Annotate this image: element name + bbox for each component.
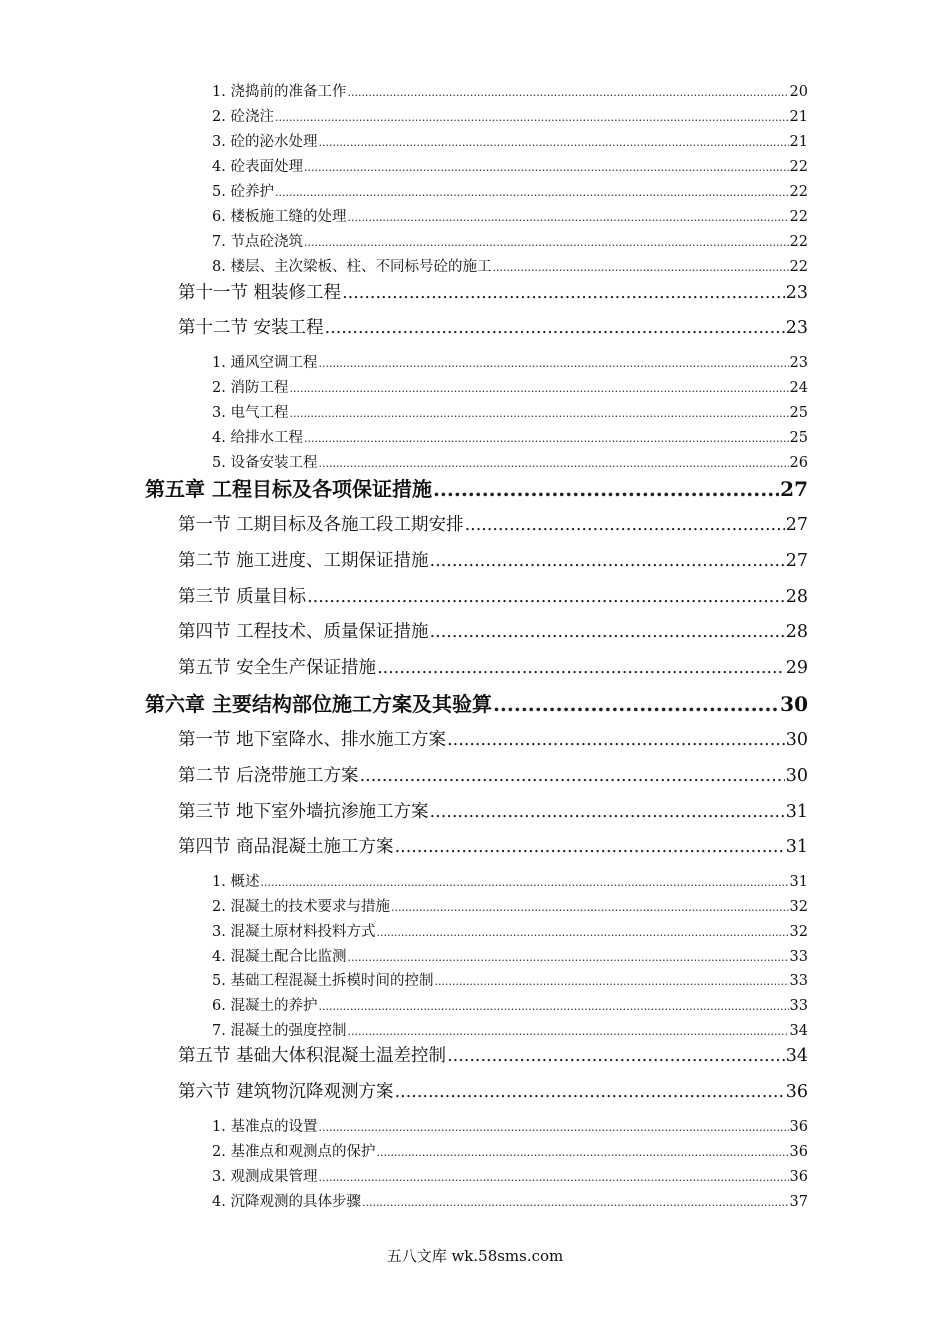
toc-leader-dots [395, 1082, 785, 1102]
toc-leader-dots [347, 211, 788, 224]
toc-entry-title: 第三节 质量目标 [178, 587, 307, 607]
toc-leader-dots [434, 975, 788, 988]
toc-leader-dots [289, 382, 788, 395]
toc-entry-subsection[interactable] [212, 994, 808, 1014]
toc-entry-subsection[interactable] [212, 426, 808, 446]
toc-entry-page: 27 [785, 515, 808, 535]
toc-entry-page: 30 [785, 730, 808, 750]
toc-leader-dots [304, 236, 789, 249]
toc-entry-page: 32 [789, 899, 808, 915]
toc-entry-title: 第一节 工期目标及各施工段工期安排 [178, 515, 464, 535]
toc-entry-subsection[interactable] [212, 895, 808, 915]
toc-entry-subsection[interactable] [212, 1115, 808, 1135]
toc-entry-page: 31 [789, 874, 808, 890]
toc-leader-dots [275, 186, 789, 199]
toc-leader-dots [325, 318, 785, 338]
toc-entry-title: 第四节 工程技术、质量保证措施 [178, 622, 429, 642]
toc-entry-subsection[interactable] [212, 969, 808, 989]
toc-entry-title: 5. 基础工程混凝土拆模时间的控制 [212, 973, 434, 989]
toc-leader-dots [347, 86, 788, 99]
toc-entry-title: 1. 概述 [212, 874, 260, 890]
toc-entry-section[interactable] [178, 511, 808, 535]
toc-entry-subsection[interactable] [212, 376, 808, 396]
toc-entry-chapter[interactable] [145, 473, 808, 501]
toc-leader-dots [347, 1025, 788, 1038]
toc-entry-subsection[interactable] [212, 351, 808, 371]
toc-entry-title: 2. 基准点和观测点的保护 [212, 1144, 376, 1160]
toc-leader-dots [395, 837, 785, 857]
toc-entry-section[interactable] [178, 833, 808, 857]
toc-leader-dots [275, 111, 789, 124]
toc-entry-page: 28 [785, 587, 808, 607]
toc-entry-title: 第十一节 粗装修工程 [178, 283, 342, 303]
toc-leader-dots [447, 1046, 785, 1066]
toc-entry-subsection[interactable] [212, 105, 808, 125]
toc-entry-page: 22 [789, 159, 808, 175]
toc-entry-page: 33 [789, 998, 808, 1014]
toc-leader-dots [304, 161, 789, 174]
toc-entry-page: 28 [785, 622, 808, 642]
toc-entry-title: 3. 观测成果管理 [212, 1169, 318, 1185]
toc-entry-subsection[interactable] [212, 920, 808, 940]
toc-entry-section[interactable] [178, 726, 808, 750]
toc-entry-page: 29 [785, 658, 808, 678]
toc-entry-title: 1. 浇捣前的准备工作 [212, 84, 347, 100]
toc-leader-dots [430, 802, 785, 822]
toc-entry-page: 30 [785, 766, 808, 786]
toc-entry-page: 32 [789, 924, 808, 940]
toc-entry-page: 34 [789, 1023, 808, 1039]
toc-leader-dots [493, 692, 779, 716]
toc-entry-chapter[interactable] [145, 688, 808, 716]
toc-entry-title: 第五节 安全生产保证措施 [178, 658, 377, 678]
toc-entry-title: 2. 混凝土的技术要求与措施 [212, 899, 390, 915]
toc-entry-subsection[interactable] [212, 945, 808, 965]
toc-entry-page: 27 [785, 551, 808, 571]
toc-entry-section[interactable] [178, 314, 808, 338]
toc-entry-title: 2. 砼浇注 [212, 109, 274, 125]
toc-entry-page: 24 [789, 380, 808, 396]
toc-entry-section[interactable] [178, 798, 808, 822]
toc-entry-subsection[interactable] [212, 870, 808, 890]
toc-entry-title: 1. 通风空调工程 [212, 355, 318, 371]
toc-leader-dots [307, 587, 785, 607]
toc-leader-dots [376, 926, 788, 939]
toc-entry-page: 23 [785, 283, 808, 303]
toc-entry-page: 36 [789, 1144, 808, 1160]
toc-leader-dots [465, 515, 785, 535]
toc-entry-subsection[interactable] [212, 180, 808, 200]
toc-entry-subsection[interactable] [212, 205, 808, 225]
toc-entry-title: 4. 沉降观测的具体步骤 [212, 1194, 361, 1210]
toc-entry-page: 20 [789, 84, 808, 100]
toc-entry-title: 第四节 商品混凝土施工方案 [178, 837, 394, 857]
toc-leader-dots [289, 407, 788, 420]
toc-entry-page: 31 [785, 837, 808, 857]
toc-entry-subsection[interactable] [212, 1019, 808, 1039]
toc-entry-page: 36 [789, 1169, 808, 1185]
toc-leader-dots [447, 730, 785, 750]
toc-entry-page: 22 [789, 184, 808, 200]
toc-leader-dots [377, 658, 785, 678]
toc-entry-page: 34 [785, 1046, 808, 1066]
toc-entry-page: 33 [789, 973, 808, 989]
toc-leader-dots [304, 432, 789, 445]
toc-leader-dots [318, 357, 788, 370]
toc-leader-dots [318, 136, 788, 149]
toc-entry-section[interactable] [178, 654, 808, 678]
toc-leader-dots [318, 1000, 788, 1013]
toc-entry-subsection[interactable] [212, 230, 808, 250]
toc-leader-dots [430, 622, 785, 642]
toc-entry-page: 36 [785, 1082, 808, 1102]
toc-entry-title: 3. 电气工程 [212, 405, 289, 421]
toc-entry-page: 31 [785, 802, 808, 822]
toc-entry-title: 6. 楼板施工缝的处理 [212, 209, 347, 225]
toc-entry-title: 3. 砼的泌水处理 [212, 134, 318, 150]
toc-leader-dots [492, 261, 788, 274]
toc-entry-subsection[interactable] [212, 155, 808, 175]
toc-entry-subsection[interactable] [212, 80, 808, 100]
toc-entry-title: 6. 混凝土的养护 [212, 998, 318, 1014]
toc-entry-page: 33 [789, 949, 808, 965]
toc-leader-dots [318, 457, 788, 470]
toc-entry-page: 37 [789, 1194, 808, 1210]
toc-entry-page: 22 [789, 259, 808, 275]
toc-entry-title: 1. 基准点的设置 [212, 1119, 318, 1135]
toc-entry-title: 第一节 地下室降水、排水施工方案 [178, 730, 447, 750]
toc-entry-subsection[interactable] [212, 451, 808, 471]
toc-leader-dots [260, 876, 788, 889]
toc-entry-title: 第三节 地下室外墙抗渗施工方案 [178, 802, 429, 822]
toc-entry-subsection[interactable] [212, 1190, 808, 1210]
toc-entry-title: 7. 混凝土的强度控制 [212, 1023, 347, 1039]
toc-entry-page: 22 [789, 209, 808, 225]
toc-entry-title: 2. 消防工程 [212, 380, 289, 396]
toc-leader-dots [430, 551, 785, 571]
toc-entry-title: 4. 混凝土配合比监测 [212, 949, 347, 965]
toc-entry-page: 23 [785, 318, 808, 338]
toc-leader-dots [391, 901, 789, 914]
toc-entry-section[interactable] [178, 1042, 808, 1066]
toc-entry-title: 第二节 后浇带施工方案 [178, 766, 359, 786]
toc-entry-title: 4. 砼表面处理 [212, 159, 303, 175]
toc-entry-title: 5. 砼养护 [212, 184, 274, 200]
toc-entry-title: 第五章 工程目标及各项保证措施 [145, 477, 432, 501]
toc-leader-dots [342, 283, 785, 303]
toc-entry-page: 25 [789, 405, 808, 421]
toc-leader-dots [347, 951, 788, 964]
toc-entry-title: 3. 混凝土原材料投料方式 [212, 924, 376, 940]
toc-entry-section[interactable] [178, 279, 808, 303]
toc-leader-dots [376, 1146, 788, 1159]
toc-entry-subsection[interactable] [212, 1140, 808, 1160]
toc-entry-title: 5. 设备安装工程 [212, 455, 318, 471]
toc-entry-page: 36 [789, 1119, 808, 1135]
toc-leader-dots [318, 1171, 788, 1184]
page-footer: 五八文库 wk.58sms.com [386, 1247, 564, 1265]
toc-entry-page: 30 [780, 692, 808, 716]
toc-entry-subsection[interactable] [212, 130, 808, 150]
toc-entry-title: 第六章 主要结构部位施工方案及其验算 [145, 692, 492, 716]
toc-entry-subsection[interactable] [212, 401, 808, 421]
toc-entry-page: 21 [789, 134, 808, 150]
toc-entry-title: 第十二节 安装工程 [178, 318, 324, 338]
toc-entry-section[interactable] [178, 583, 808, 607]
toc-entry-title: 第六节 建筑物沉降观测方案 [178, 1082, 394, 1102]
toc-entry-page: 26 [789, 455, 808, 471]
toc-entry-title: 7. 节点砼浇筑 [212, 234, 303, 250]
toc-entry-title: 4. 给排水工程 [212, 430, 303, 446]
toc-entry-page: 27 [780, 477, 808, 501]
toc-leader-dots [360, 766, 785, 786]
toc-entry-page: 22 [789, 234, 808, 250]
toc-entry-title: 第五节 基础大体积混凝土温差控制 [178, 1046, 447, 1066]
toc-leader-dots [433, 477, 779, 501]
toc-leader-dots [362, 1196, 789, 1209]
toc-entry-subsection[interactable] [212, 255, 808, 275]
toc-entry-section[interactable] [178, 547, 808, 571]
toc-entry-section[interactable] [178, 618, 808, 642]
toc-entry-section[interactable] [178, 762, 808, 786]
toc-entry-title: 第二节 施工进度、工期保证措施 [178, 551, 429, 571]
toc-entry-title: 8. 楼层、主次梁板、柱、不同标号砼的施工 [212, 259, 492, 275]
toc-entry-section[interactable] [178, 1078, 808, 1102]
toc-entry-page: 25 [789, 430, 808, 446]
toc-entry-page: 23 [789, 355, 808, 371]
toc-leader-dots [318, 1121, 788, 1134]
toc-entry-page: 21 [789, 109, 808, 125]
toc-entry-subsection[interactable] [212, 1165, 808, 1185]
